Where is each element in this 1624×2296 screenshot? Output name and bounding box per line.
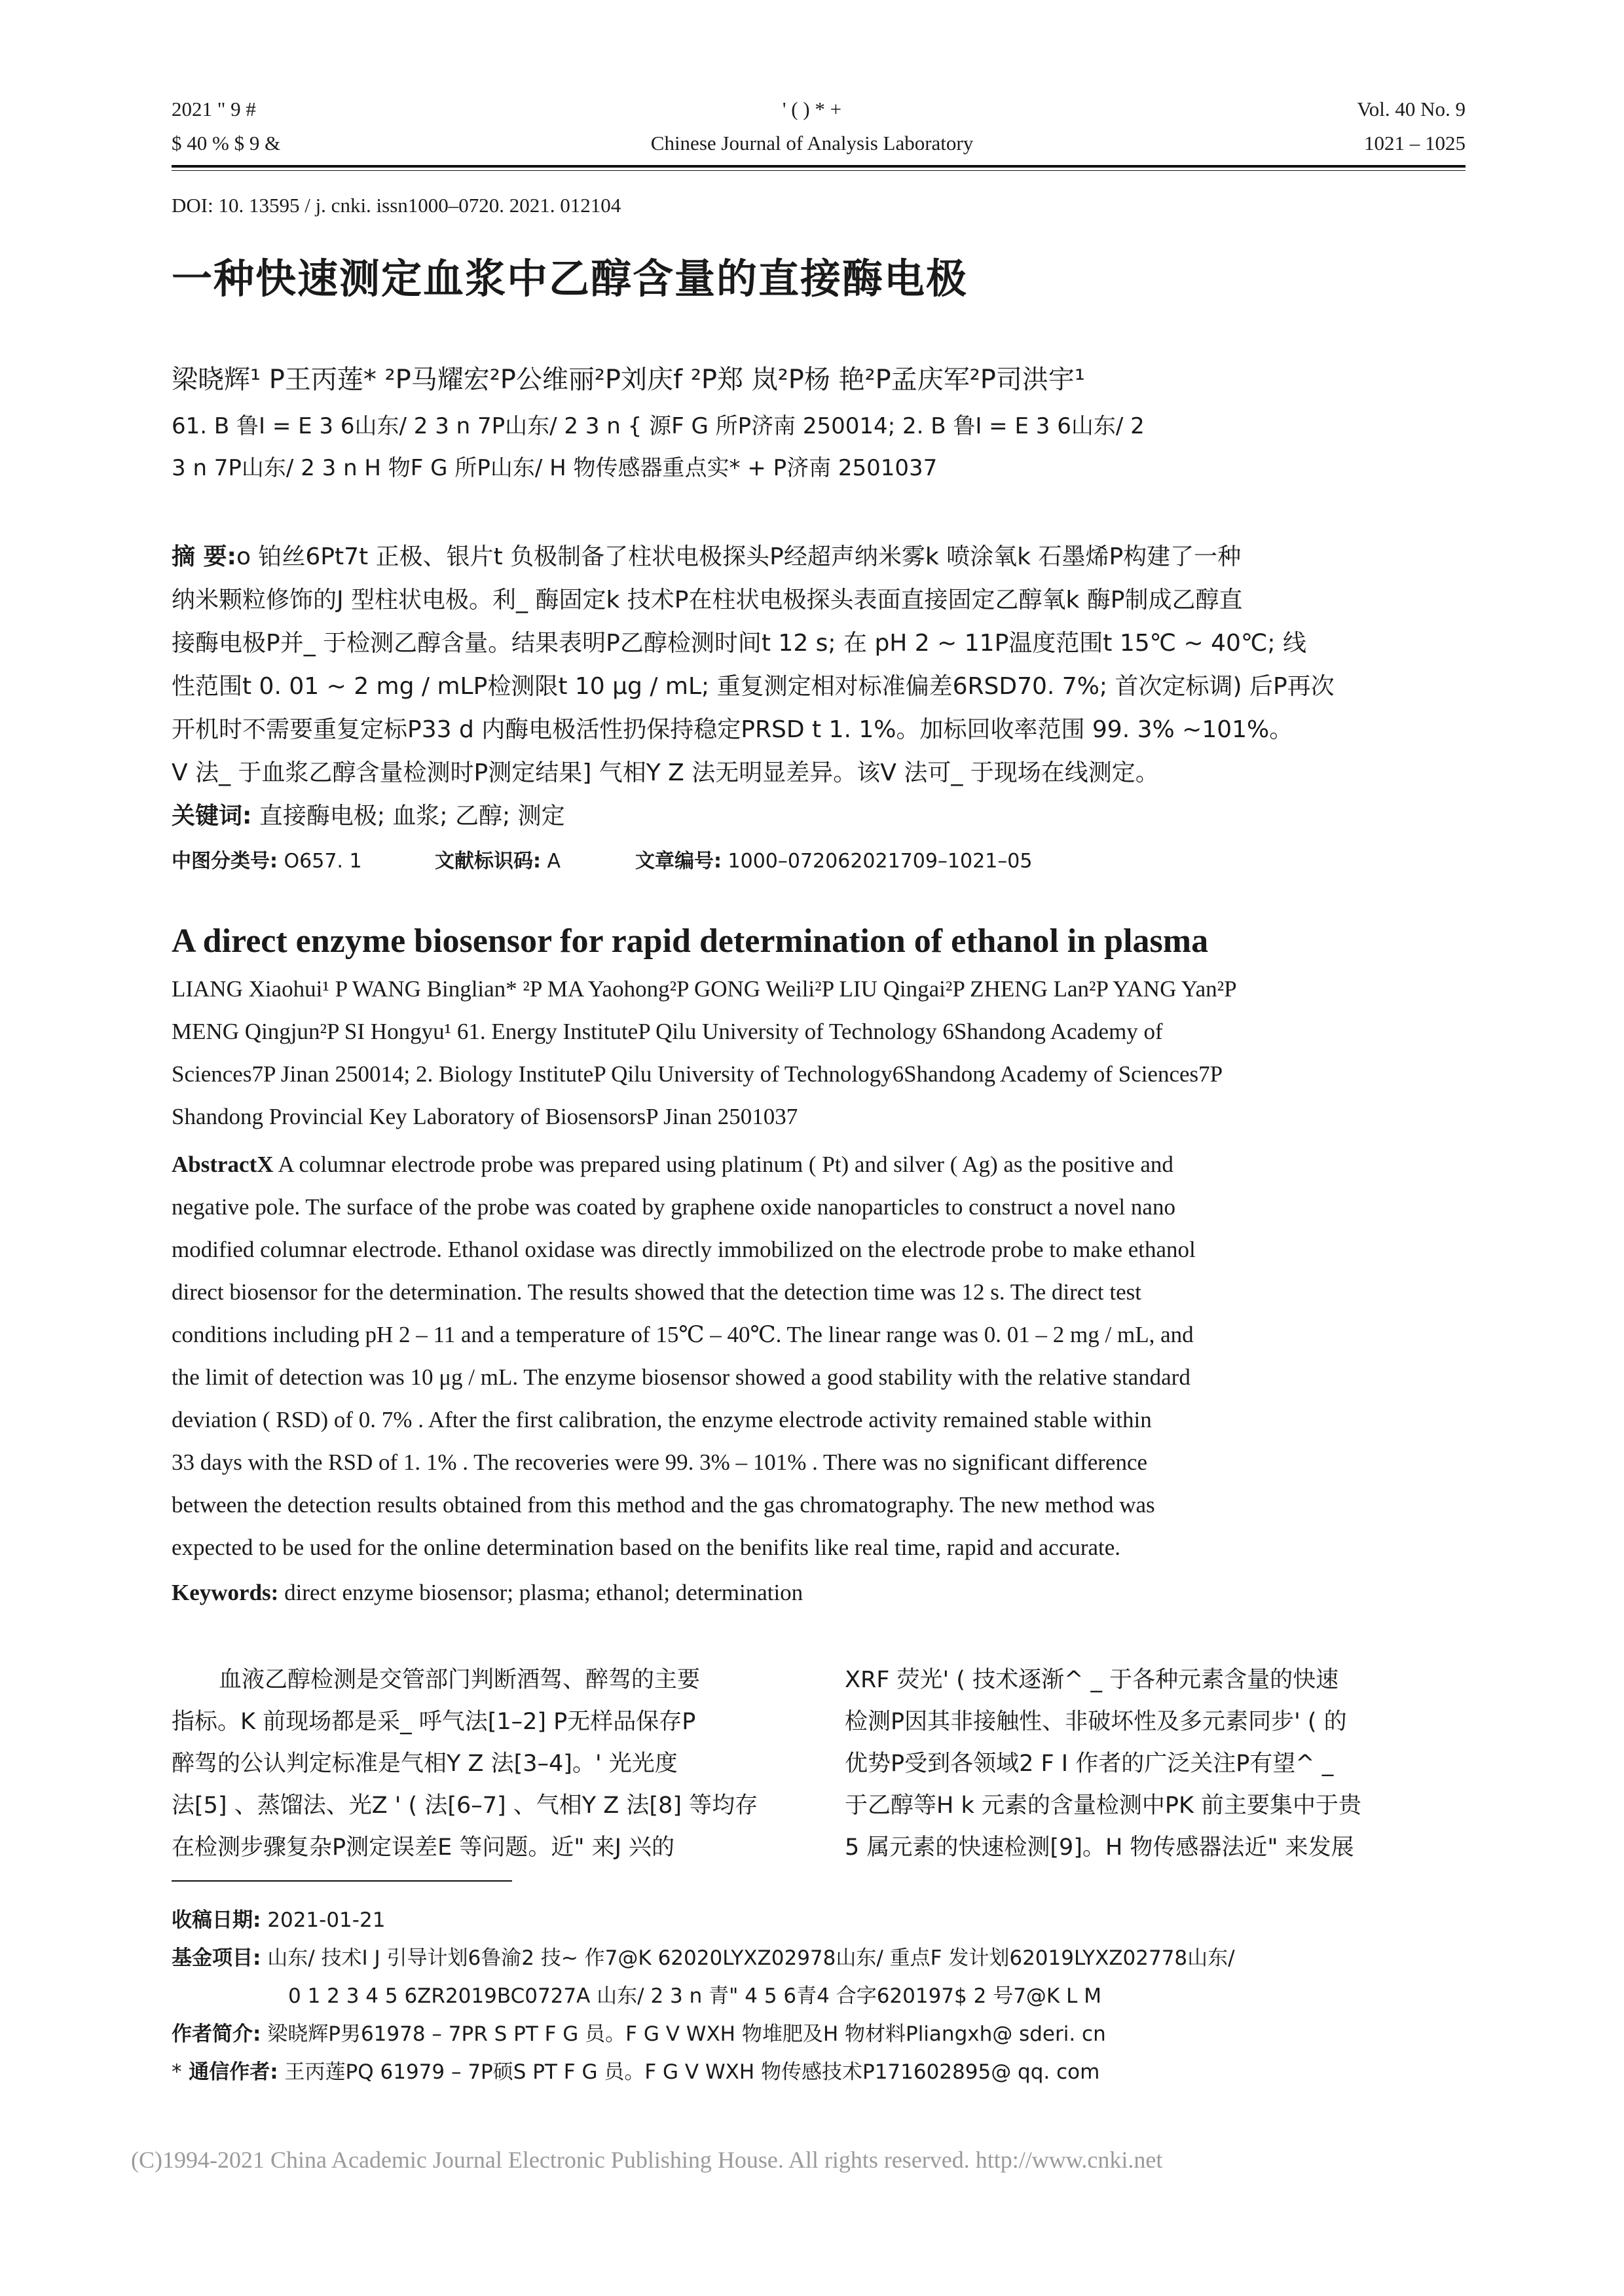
title-en: A direct enzyme biosensor for rapid determination of ethanol in plasma — [172, 922, 1209, 960]
header-issue-info: 2021 " 9 # — [172, 98, 256, 120]
authors-en-line: LIANG Xiaohui¹ P WANG Binglian* ²P MA Yaohong²P GONG Weili²P LIU Qingai²P ZHENG Lan²P YANG Yan²P — [172, 976, 1237, 1002]
affiliation-cn-line: 3 n 7P山东/ 2 3 n H 物F G 所P山东/ H 物传感器重点实* + P济南 2501037 — [172, 455, 938, 481]
header-rule-thin — [172, 170, 1466, 171]
abstract-en-line: between the detection results obtained from this method and the gas chromatography. The new method was — [172, 1492, 1155, 1518]
header-rule-thick — [172, 165, 1466, 168]
title-cn: 一种快速测定血浆中乙醇含量的直接酶电极 — [172, 255, 969, 302]
header-volume: Vol. 40 No. 9 — [1357, 98, 1466, 120]
header-pages: 1021 – 1025 — [1364, 132, 1466, 155]
abstract-cn-line: V 法_ 于血浆乙醇含量检测时P测定结果] 气相Y Z 法无明显差异。该V 法可_ 于现场在线测定。 — [172, 759, 1159, 786]
document-code: 文献标识码: A — [435, 850, 561, 873]
body-left-line: 指标。K 前现场都是采_ 呼气法[1–2] P无样品保存P — [172, 1709, 696, 1735]
abstract-en-line: deviation ( RSD) of 0. 7% . After the first calibration, the enzyme electrode activity remained stable within — [172, 1407, 1152, 1432]
copyright-notice: (C)1994-2021 China Academic Journal Electronic Publishing House. All rights reserved. http://www.cnki.net — [131, 2147, 1163, 2173]
abstract-en-line: conditions including pH 2 – 11 and a temperature of 15℃ – 40℃. The linear range was 0. 01 – 2 mg / mL, and — [172, 1322, 1194, 1347]
affiliation-cn-line: 61. B 鲁I = E 3 6山东/ 2 3 n 7P山东/ 2 3 n { 源F G 所P济南 250014; 2. B 鲁I = E 3 6山东/ 2 — [172, 413, 1145, 439]
keywords-en-label: Keywords: — [172, 1580, 279, 1605]
abstract-en-line: 33 days with the RSD of 1. 1% . The recoveries were 99. 3% – 101% . There was no significant difference — [172, 1449, 1148, 1475]
body-right-line: XRF 荧光' ( 技术逐渐^ _ 于各种元素含量的快速 — [845, 1667, 1339, 1693]
body-right-line: 优势P受到各领域2 F I 作者的广泛关注P有望^ _ — [845, 1751, 1334, 1777]
keywords-cn: 关键词: 直接酶电极; 血浆; 乙醇; 测定 — [172, 803, 565, 829]
received-date: 收稿日期: 2021-01-21 — [172, 1908, 386, 1932]
abstract-en-line: direct biosensor for the determination. The results showed that the detection time was 12 s. The direct test — [172, 1279, 1141, 1305]
body-right-line: 5 属元素的快速检测[9]。H 物传感器法近" 来发展 — [845, 1834, 1354, 1861]
authors-en-line: MENG Qingjun²P SI Hongyu¹ 61. Energy InstituteP Qilu University of Technology 6Shandong Academy of — [172, 1019, 1163, 1044]
abstract-cn-line: 接酶电极P并_ 于检测乙醇含量。结果表明P乙醇检测时间t 12 s; 在 pH 2 ~ 11P温度范围t 15℃ ~ 40℃; 线 — [172, 630, 1306, 657]
body-left-line: 在检测步骤复杂P测定误差E 等问题。近" 来J 兴的 — [172, 1834, 675, 1861]
body-right-line: 于乙醇等H k 元素的含量检测中PK 前主要集中于贵 — [845, 1793, 1362, 1819]
header-journal-en: Chinese Journal of Analysis Laboratory — [650, 132, 974, 155]
authors-en-line: Sciences7P Jinan 250014; 2. Biology InstituteP Qilu University of Technology6Shandong Academy of Sciences7P — [172, 1061, 1223, 1087]
abstract-cn-line: 纳米颗粒修饰的J 型柱状电极。利_ 酶固定k 技术P在柱状电极探头表面直接固定乙醇氧k 酶P制成乙醇直 — [172, 587, 1243, 613]
corresponding-author: * 通信作者: 王丙莲PQ 61979 – 7P硕S PT F G 员。F G V WXH 物传感技术P171602895@ qq. com — [172, 2060, 1100, 2084]
abstract-en-label: AbstractX — [172, 1152, 274, 1177]
clc-number: 中图分类号: O657. 1 — [172, 850, 362, 873]
authors-cn: 梁晓辉¹ P王丙莲* ²P马耀宏²P公维丽²P刘庆f ²P郑 岚²P杨 艳²P孟庆军²P司洪宇¹ — [172, 365, 1085, 395]
footnote-separator — [172, 1880, 512, 1882]
body-left-line: 血液乙醇检测是交管部门判断酒驾、醉驾的主要 — [219, 1667, 701, 1693]
authors-en-line: Shandong Provincial Key Laboratory of BiosensorsP Jinan 2501037 — [172, 1104, 798, 1129]
article-number: 文章编号: 1000–072062021709–1021–05 — [635, 850, 1033, 873]
abstract-cn-line: 摘 要:o 铂丝6Pt7t 正极、银片t 负极制备了柱状电极探头P经超声纳米雾k 喷涂氧k 石墨烯P构建了一种 — [172, 543, 1242, 570]
abstract-cn-line: 性范围t 0. 01 ~ 2 mg / mLP检测限t 10 μg / mL; 重复测定相对标准偏差6RSD70. 7%; 首次定标调) 后P再次 — [172, 673, 1335, 700]
abstract-en-line: expected to be used for the online determination based on the benifits like real time, rapid and accurate. — [172, 1535, 1121, 1560]
keywords-en: Keywords: direct enzyme biosensor; plasma; ethanol; determination — [172, 1580, 803, 1605]
doi: DOI: 10. 13595 / j. cnki. issn1000–0720. 2021. 012104 — [172, 194, 621, 217]
abstract-cn-label: 摘 要: — [172, 543, 236, 570]
header-volume-info: $ 40 % $ 9 & — [172, 132, 281, 155]
body-left-line: 醉驾的公认判定标准是气相Y Z 法[3–4]。' 光光度 — [172, 1751, 678, 1777]
abstract-en-line: modified columnar electrode. Ethanol oxidase was directly immobilized on the electrode probe to make ethanol — [172, 1237, 1196, 1262]
abstract-en-line: negative pole. The surface of the probe was coated by graphene oxide nanoparticles to construct a novel nano — [172, 1194, 1175, 1220]
abstract-en-line: the limit of detection was 10 μg / mL. The enzyme biosensor showed a good stability with the relative standard — [172, 1364, 1190, 1390]
fund-line: 0 1 2 3 4 5 6ZR2019BC0727A 山东/ 2 3 n 青" 4 5 6青4 合字620197$ 2 号7@K L M — [288, 1984, 1101, 2008]
body-right-line: 检测P因其非接触性、非破坏性及多元素同步' ( 的 — [845, 1709, 1347, 1735]
body-left-line: 法[5] 、蒸馏法、光Z ' ( 法[6–7] 、气相Y Z 法[8] 等均存 — [172, 1793, 758, 1819]
keywords-cn-label: 关键词: — [172, 803, 252, 829]
header-journal-cn: ' ( ) * + — [782, 98, 842, 120]
abstract-cn-line: 开机时不需要重复定标P33 d 内酶电极活性扔保持稳定PRSD t 1. 1%。加标回收率范围 99. 3% ~101%。 — [172, 716, 1293, 743]
abstract-en-line: AbstractX A columnar electrode probe was prepared using platinum ( Pt) and silver ( Ag) as the positive and — [172, 1152, 1173, 1177]
fund-line: 基金项目: 山东/ 技术I J 引导计划6鲁渝2 技~ 作7@K 62020LYXZ02978山东/ 重点F 发计划62019LYXZ02778山东/ — [172, 1946, 1235, 1970]
author-bio: 作者简介: 梁晓辉P男61978 – 7PR S PT F G 员。F G V WXH 物堆肥及H 物材料Pliangxh@ sderi. cn — [172, 2022, 1106, 2046]
